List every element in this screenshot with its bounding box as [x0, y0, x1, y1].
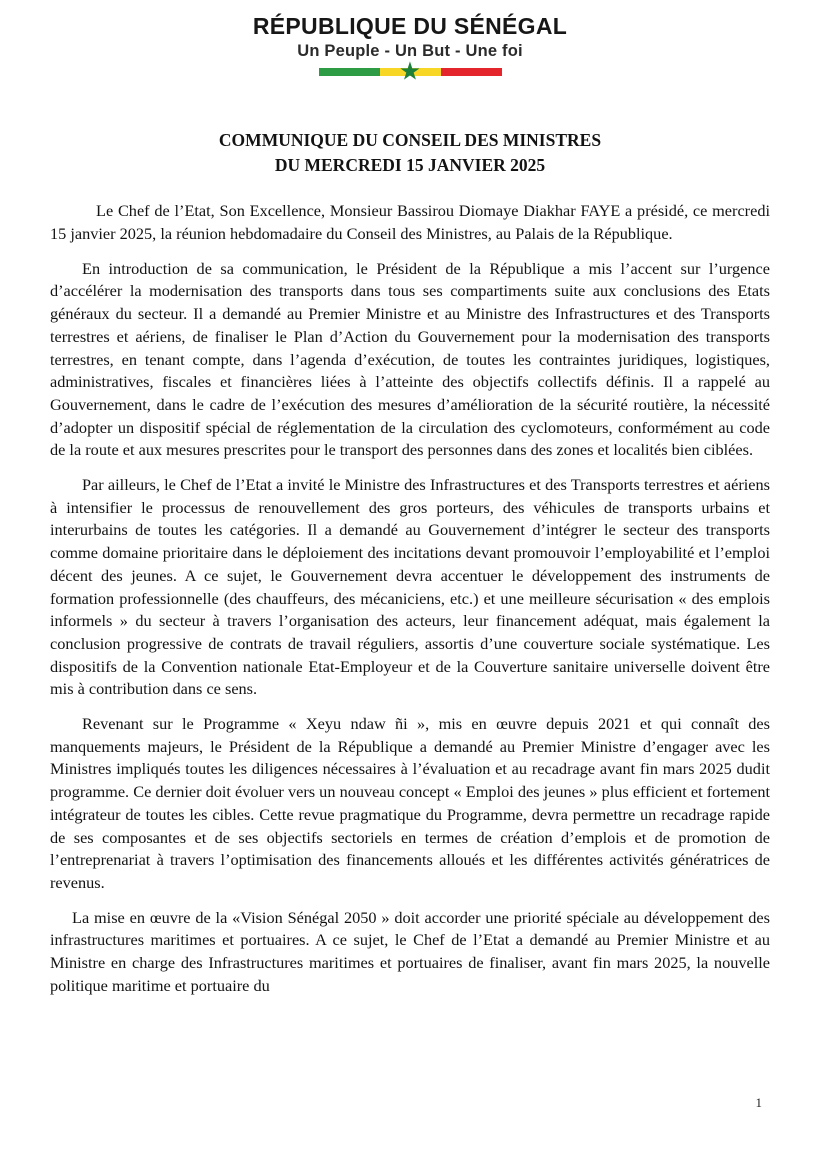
document-title-line2: DU MERCREDI 15 JANVIER 2025	[274, 155, 546, 176]
national-emblem-header	[0, 0, 820, 86]
flag-red-segment	[441, 68, 502, 76]
senegal-flag-bar	[319, 56, 502, 86]
document-title-line1: COMMUNIQUE DU CONSEIL DES MINISTRES	[218, 130, 602, 151]
star-icon: ★	[398, 56, 422, 86]
paragraph-4: Revenant sur le Programme « Xeyu ndaw ñi », mis en œuvre depuis 2021 et qui connaît des manquements majeurs, le Président de la République a demandé au Premier Ministre d’engager avec les Ministres impliqués toutes les diligences nécessaires à l’évaluation et au recadrage avant fin mars 2025 dudit programme. Ce dernier doit évoluer vers un nouveau concept « Emploi des jeunes » plus efficient et fortement intégrateur de toutes les cibles. Cette revue pragmatique du Programme, devra permettre un recadrage rapide de ses composantes et de ses objectifs sectoriels en termes de création d’emplois et de promotion de l’entreprenariat à travers l’optimisation des financements alloués et les différentes activités génératrices de revenus.	[50, 714, 770, 892]
paragraph-1: Le Chef de l’Etat, Son Excellence, Monsieur Bassirou Diomaye Diakhar FAYE a présidé, ce mercredi 15 janvier 2025, la réunion hebdomadaire du Conseil des Ministres, au Palais de la République.	[50, 201, 770, 243]
document-body	[0, 200, 820, 997]
national-motto: Un Peuple - Un But - Une foi	[297, 42, 523, 61]
country-name: RÉPUBLIQUE DU SÉNÉGAL	[252, 13, 568, 39]
paragraph-5: La mise en œuvre de la «Vision Sénégal 2050 » doit accorder une priorité spéciale au développement des infrastructures maritimes et portuaires. A ce sujet, le Chef de l’Etat a demandé au Premier Ministre et au Ministre en charge des Infrastructures maritimes et portuaires de finaliser, avant fin mars 2025, la nouvelle politique maritime et portuaire du	[50, 907, 770, 995]
document-title	[0, 128, 820, 178]
flag-green-segment	[319, 68, 380, 76]
paragraph-3: Par ailleurs, le Chef de l’Etat a invité le Ministre des Infrastructures et des Transports terrestres et aériens à intensifier le processus de renouvellement des gros porteurs, des véhicules de transports urbains et interurbains de toutes les catégories. Il a demandé au Gouvernement d’intégrer le secteur des transports comme domaine prioritaire dans le déploiement des incitations devant promouvoir l’employabilité et l’emploi décent des jeunes. A ce sujet, le Gouvernement devra accentuer le développement des instruments de formation professionnelle (des chauffeurs, des mécaniciens, etc.) et une meilleure sécurisation « des emplois informels » du secteur à travers l’organisation des acteurs, leur financement adéquat, mais également la conclusion progressive de contrats de travail réguliers, assortis d’une couverture sociale systématique. Les dispositifs de la Convention nationale Etat-Employeur et de la Couverture sanitaire universelle doivent être mis à contribution dans ce sens.	[50, 475, 770, 699]
paragraph-2: En introduction de sa communication, le Président de la République a mis l’accent sur l’urgence d’accélérer la modernisation des transports dans tous ses compartiments suite aux conclusions des Etats généraux du secteur. Il a demandé au Premier Ministre et au Ministre des Infrastructures et des Transports terrestres et aériens, de finaliser le Plan d’Action du Gouvernement pour la modernisation des transports terrestres, en tenant compte, dans l’agenda d’exécution, de toutes les contraintes juridiques, logistiques, administratives, fiscales et financières liées à l’atteinte des objectifs collectifs définis. Il a rappelé au Gouvernement, dans le cadre de l’exécution des mesures d’amélioration de la sécurité routière, la nécessité d’adopter un dispositif spécial de réglementation de la circulation des cyclomoteurs, conformément au code de la route et aux mesures prescrites pour le transport des personnes dans des zones et localités bien ciblées.	[50, 258, 770, 460]
page-number: 1	[755, 1095, 762, 1110]
